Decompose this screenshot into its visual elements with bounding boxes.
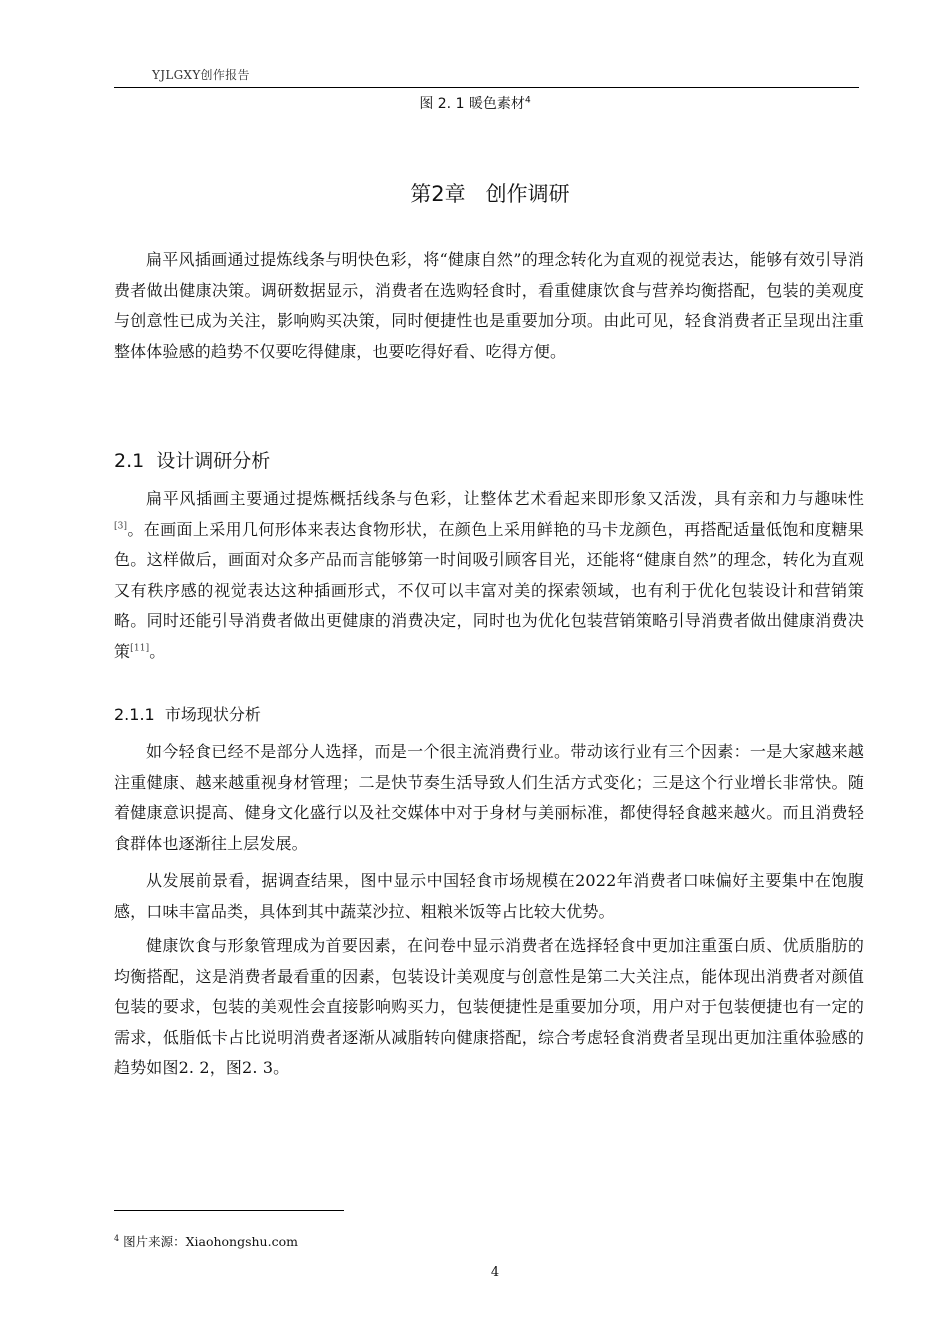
header-rule <box>114 87 859 88</box>
figure-caption-text: 图 2. 1 暖色素材 <box>419 96 525 112</box>
paragraph-text: 扁平风插画主要通过提炼概括线条与色彩，让整体艺术看起来即形象又活泼，具有亲和力与趣味性 <box>146 489 864 508</box>
footnote-number: 4 <box>114 1233 120 1243</box>
footnote-reference[interactable]: 4 <box>524 95 531 106</box>
page-number: 4 <box>490 1265 500 1280</box>
section-heading: 2.1 设计调研分析 <box>114 450 271 472</box>
footnote-text: 图片来源：Xiaohongshu.com <box>123 1234 298 1249</box>
figure-caption <box>0 93 950 113</box>
market-paragraph-1: 如今轻食已经不是部分人选择，而是一个很主流消费行业。带动该行业有三个因素：一是大家越来越注重健康、越来越重视身材管理；二是快节奏生活导致人们生活方式变化；三是这个行业增长非常快。随着健康意识提高、健身文化盛行以及社交媒体中对于身材与美丽标准，都使得轻食越来越火。而且消费轻食群体也逐渐往上层发展。 <box>114 742 864 853</box>
market-paragraph-3: 健康饮食与形象管理成为首要因素，在问卷中显示消费者在选择轻食中更加注重蛋白质、优质脂肪的均衡搭配，这是消费者最看重的因素，包装设计美观度与创意性是第二大关注点，能体现出消费者对颜值包装的要求，包装的美观性会直接影响购买力，包装便捷性是重要加分项，用户对于包装便捷也有一定的需求，低脂低卡占比说明消费者逐渐从减脂转向健康搭配，综合考虑轻食消费者呈现出更加注重体验感的趋势如图2. 2，图2. 3。 <box>114 936 864 1077</box>
footnote <box>114 1232 298 1250</box>
subsection-heading: 2.1.1 市场现状分析 <box>114 705 261 724</box>
section-paragraph <box>114 484 864 667</box>
market-paragraph-2: 从发展前景看，据调查结果，图中显示中国轻食市场规模在2022年消费者口味偏好主要集中在饱腹感，口味丰富品类，具体到其中蔬菜沙拉、粗粮米饭等占比较大优势。 <box>114 871 864 921</box>
paragraph-text: 。 <box>149 641 166 661</box>
running-header: YJLGXY创作报告 <box>152 68 250 82</box>
citation[interactable]: [3] <box>114 521 128 532</box>
intro-paragraph: 扁平风插画通过提炼线条与明快色彩，将“健康自然”的理念转化为直观的视觉表达，能够有效引导消费者做出健康决策。调研数据显示，消费者在选购轻食时，看重健康饮食与营养均衡搭配，包装的美观度与创意性已成为关注，影响购买决策，同时便捷性也是重要加分项。由此可见，轻食消费者正呈现出注重整体体验感的趋势不仅要吃得健康，也要吃得好看、吃得方便。 <box>114 250 864 361</box>
paragraph-text: 。在画面上采用几何形体来表达食物形状，在颜色上采用鲜艳的马卡龙颜色，再搭配适量低饱和度糖果色。这样做后，画面对众多产品而言能够第一时间吸引顾客目光，还能将“健康自然”的理念，转化为直观又有秩序感的视觉表达这种插画形式，不仅可以丰富对美的探索领域，也有利于优化包装设计和营销策略。同时还能引导消费者做出更健康的消费决定，同时也为优化包装营销策略引导消费者做出健康消费决策 <box>114 519 864 661</box>
citation[interactable]: [11] <box>130 643 150 654</box>
footnote-rule <box>114 1210 344 1211</box>
chapter-title: 第2章 创作调研 <box>410 182 570 206</box>
